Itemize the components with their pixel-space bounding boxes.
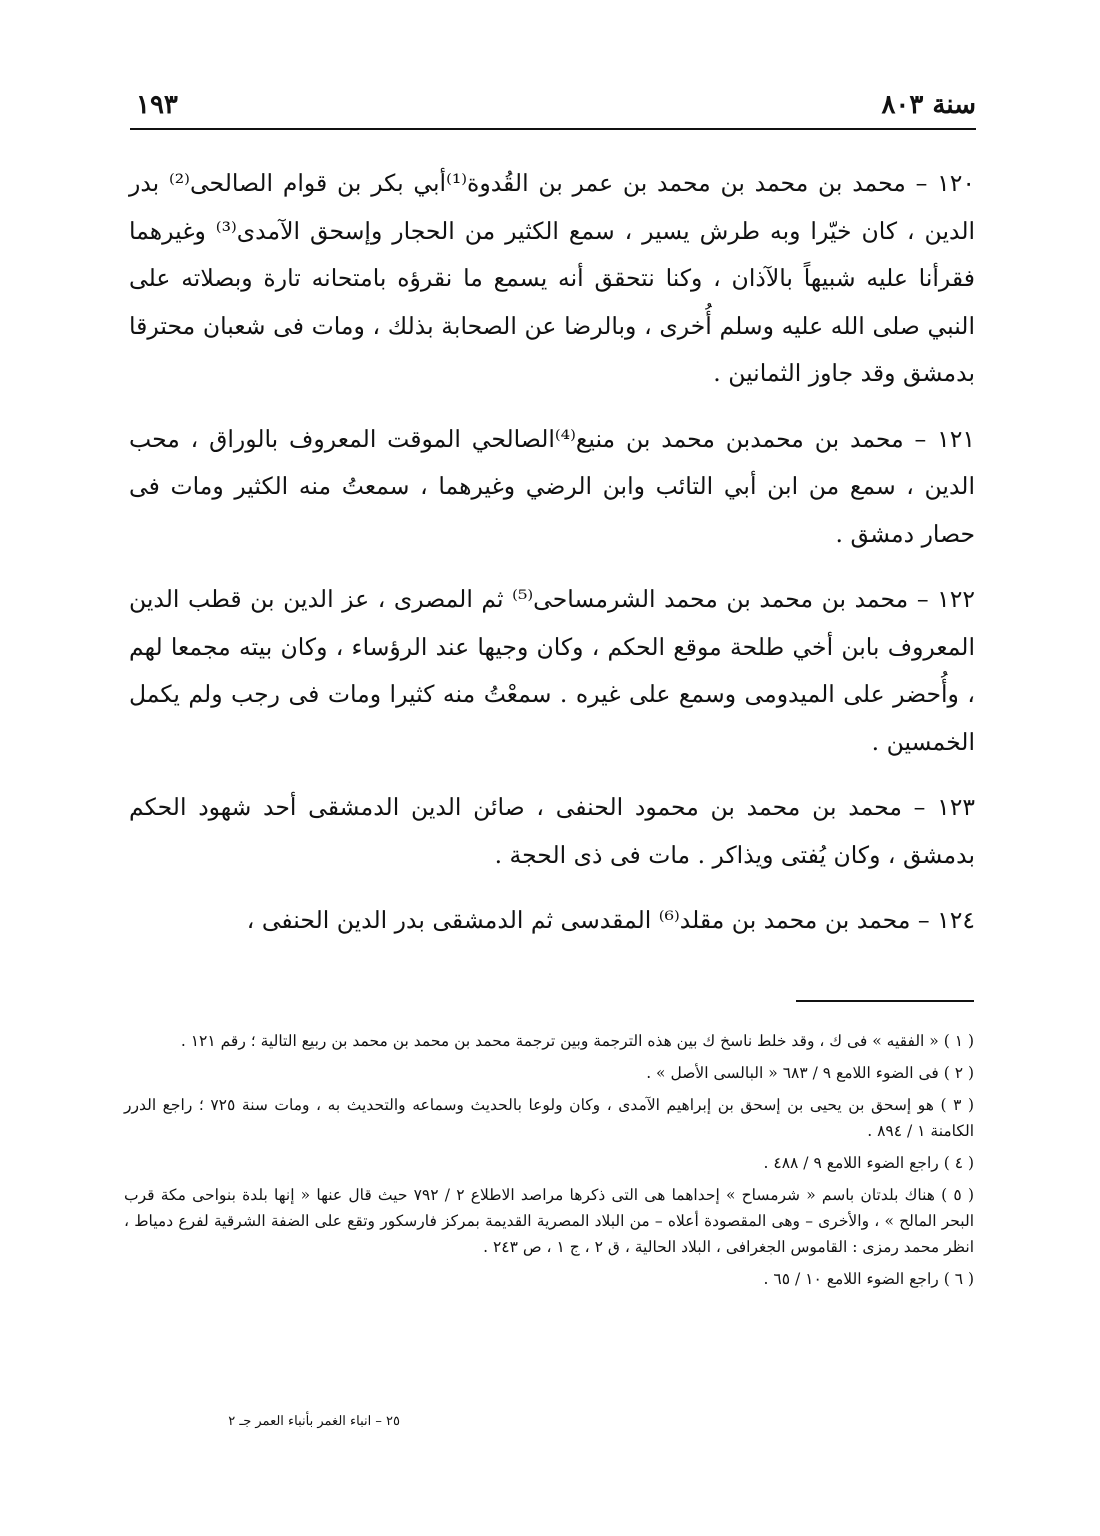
footnote-3: ( ٣ ) هو إسحق بن يحيى بن إسحق بن إبراهيم الآمدى ، وكان ولوعا بالحديث وسماعه والتحديث به ، ومات سنة ٧٢٥ ؛ راجع الدرر الكامنة ١ / ٨٩٤ . bbox=[124, 1096, 974, 1140]
footnote-4: ( ٤ ) راجع الضوء اللامع ٩ / ٤٨٨ . bbox=[763, 1154, 974, 1172]
page-header bbox=[130, 84, 976, 130]
signature-line: ٢٥ – انباء الغمر بأنباء العمر جـ ٢ bbox=[228, 1414, 400, 1429]
biography-entry-122: ١٢٢ – محمد بن محمد بن محمد الشرمساحى⁽⁵⁾ ثم المصرى ، عز الدين بن قطب الدين المعروف بابن أخي طلحة موقع الحكم ، وكان وجيها عند الرؤساء ، وكان بيته مجمعا لهم ، وأُحضر على الميدومى وسمع على غيره . سمعْتُ منه كثيرا ومات فى رجب ولم يكمل الخمسين . bbox=[129, 585, 975, 756]
biography-entry-123: ١٢٣ – محمد بن محمد بن محمود الحنفى ، صائن الدين الدمشقى أحد شهود الحكم بدمشق ، وكان يُفتى ويذاكر . مات فى ذى الحجة . bbox=[129, 793, 975, 869]
biography-entry-120: ١٢٠ – محمد بن محمد بن محمد بن عمر بن القُدوة⁽¹⁾أبي بكر بن قوام الصالحى⁽²⁾ بدر الدين ، كان خيّرا وبه طرش يسير ، سمع الكثير من الحجار وإسحق الآمدى⁽³⁾ وغيرهما فقرأنا عليه شبيهاً بالآذان ، وكنا نتحقق أنه يسمع ما نقرؤه بامتحانه تارة وبصلاته على النبي صلى الله عليه وسلم أُخرى ، وبالرضا عن الصحابة بذلك ، ومات فى شعبان محترقا بدمشق وقد جاوز الثمانين . bbox=[129, 169, 976, 387]
footnote-6: ( ٦ ) راجع الضوء اللامع ١٠ / ٦٥ . bbox=[763, 1270, 974, 1288]
biography-entry-124: ١٢٤ – محمد بن محمد بن مقلد⁽⁶⁾ المقدسى ثم الدمشقى بدر الدين الحنفى ، bbox=[246, 906, 975, 934]
page-number: ١٩٣ bbox=[136, 90, 178, 120]
biography-entry-121: ١٢١ – محمد بن محمدبن محمد بن منيع⁽⁴⁾الصالحي الموقت المعروف بالوراق ، محب الدين ، سمع من ابن أبي التائب وابن الرضي وغيرهما ، سمعتُ منه الكثير ومات فى حصار دمشق . bbox=[129, 424, 975, 548]
footnote-divider bbox=[796, 1000, 974, 1002]
main-text bbox=[129, 160, 975, 963]
footnote-5: ( ٥ ) هناك بلدتان باسم « شرمساح » إحداهما هى التى ذكرها مراصد الاطلاع ٢ / ٧٩٢ حيث قال عنها « إنها بلدة بنواحى مكة قرب البحر المالح » ، والأخرى – وهى المقصودة أعلاه – من البلاد المصرية القديمة بمركز فارسكور وتقع على الضفة الشرقية لفرع دمياط ، انظر محمد رمزى : القاموس الجغرافى ، البلاد الحالية ، ق ٢ ، ج ١ ، ص ٢٤٣ . bbox=[124, 1186, 974, 1256]
running-head-year: سنة ٨٠٣ bbox=[881, 90, 976, 120]
footnotes bbox=[124, 1028, 974, 1298]
footnote-1: ( ١ ) « الفقيه » فى ك ، وقد خلط ناسخ ك بين هذه الترجمة وبين ترجمة محمد بن محمد بن محمد بن ربيع التالية ؛ رقم ١٢١ . bbox=[180, 1032, 974, 1050]
footnote-2: ( ٢ ) فى الضوء اللامع ٩ / ٦٨٣ « البالسى الأصل » . bbox=[646, 1064, 974, 1082]
